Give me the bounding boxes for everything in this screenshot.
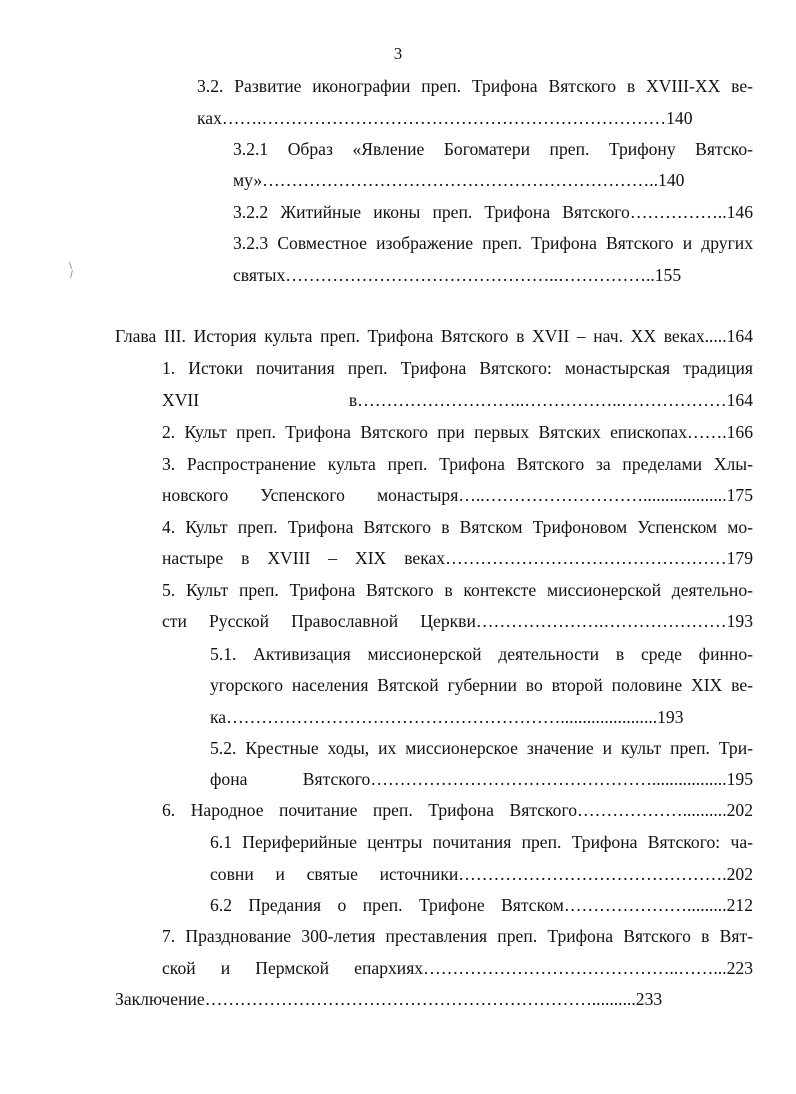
toc-line: ках…….……………………………………………………………140 — [197, 108, 693, 128]
toc-line: 4. Культ преп. Трифона Вятского в Вятском Трифоновом Успенском мо- — [162, 517, 753, 537]
toc-line: новского Успенского монастыря…..………………………...................175 — [162, 485, 753, 505]
toc-line: 7. Празднование 300-летия преставления преп. Трифона Вятского в Вят- — [162, 926, 753, 946]
toc-line: 6.1 Периферийные центры почитания преп. Трифона Вятского: ча- — [210, 832, 753, 852]
toc-line: святых………………………………………..……………..155 — [233, 265, 682, 285]
toc-line: 3.2.1 Образ «Явление Богоматери преп. Трифону Вятско- — [233, 139, 753, 159]
chapter-heading: Глава III. История культа преп. Трифона Вятского в XVII – нач. XX веках.....164 — [115, 326, 753, 346]
toc-line: 6.2 Предания о преп. Трифоне Вятском………………….........212 — [210, 895, 753, 915]
toc-line: му»…………………………………………………………..140 — [233, 170, 685, 190]
toc-line: 1. Истоки почитания преп. Трифона Вятского: монастырская традиция — [162, 358, 753, 378]
toc-line: ка…………………………………………………......................193 — [210, 707, 684, 727]
toc-line: 3.2.3 Совместное изображение преп. Трифона Вятского и других — [233, 233, 753, 253]
toc-line: 3. Распространение культа преп. Трифона Вятского за пределами Хлы- — [162, 454, 753, 474]
conclusion-heading: Заключение…………………………………………………………..........233 — [115, 989, 663, 1009]
toc-line: ской и Пермской епархиях……………………………………..……...223 — [162, 958, 753, 978]
toc-line: совни и святые источники……………………………………….202 — [210, 864, 753, 884]
toc-line: угорского населения Вятской губернии во второй половине XIX ве- — [210, 675, 753, 695]
toc-line: фона Вятского………………………………………….................195 — [210, 769, 753, 789]
toc-line: 5.2. Крестные ходы, их миссионерское значение и культ преп. Три- — [210, 738, 753, 758]
toc-line: 5.1. Активизация миссионерской деятельности в среде финно- — [210, 644, 753, 664]
page-number: 3 — [393, 44, 403, 63]
toc-line: 6. Народное почитание преп. Трифона Вятского………………..........202 — [162, 800, 753, 820]
toc-line: 3.2. Развитие иконографии преп. Трифона Вятского в XVIII-ХХ ве- — [197, 76, 753, 96]
toc-line: 2. Культ преп. Трифона Вятского при первых Вятских епископах…….166 — [162, 422, 753, 442]
toc-line: сти Русской Православной Церкви………………….…………………193 — [162, 611, 753, 631]
toc-line: настыре в XVIII – XIX веках…………………………………………179 — [162, 548, 753, 568]
scan-mark — [70, 262, 72, 280]
toc-line: 3.2.2 Житийные иконы преп. Трифона Вятского……………..146 — [233, 202, 753, 222]
toc-line: XVII в………………………..……………..………………164 — [162, 390, 753, 410]
toc-line: 5. Культ преп. Трифона Вятского в контексте миссионерской деятельно- — [162, 580, 753, 600]
